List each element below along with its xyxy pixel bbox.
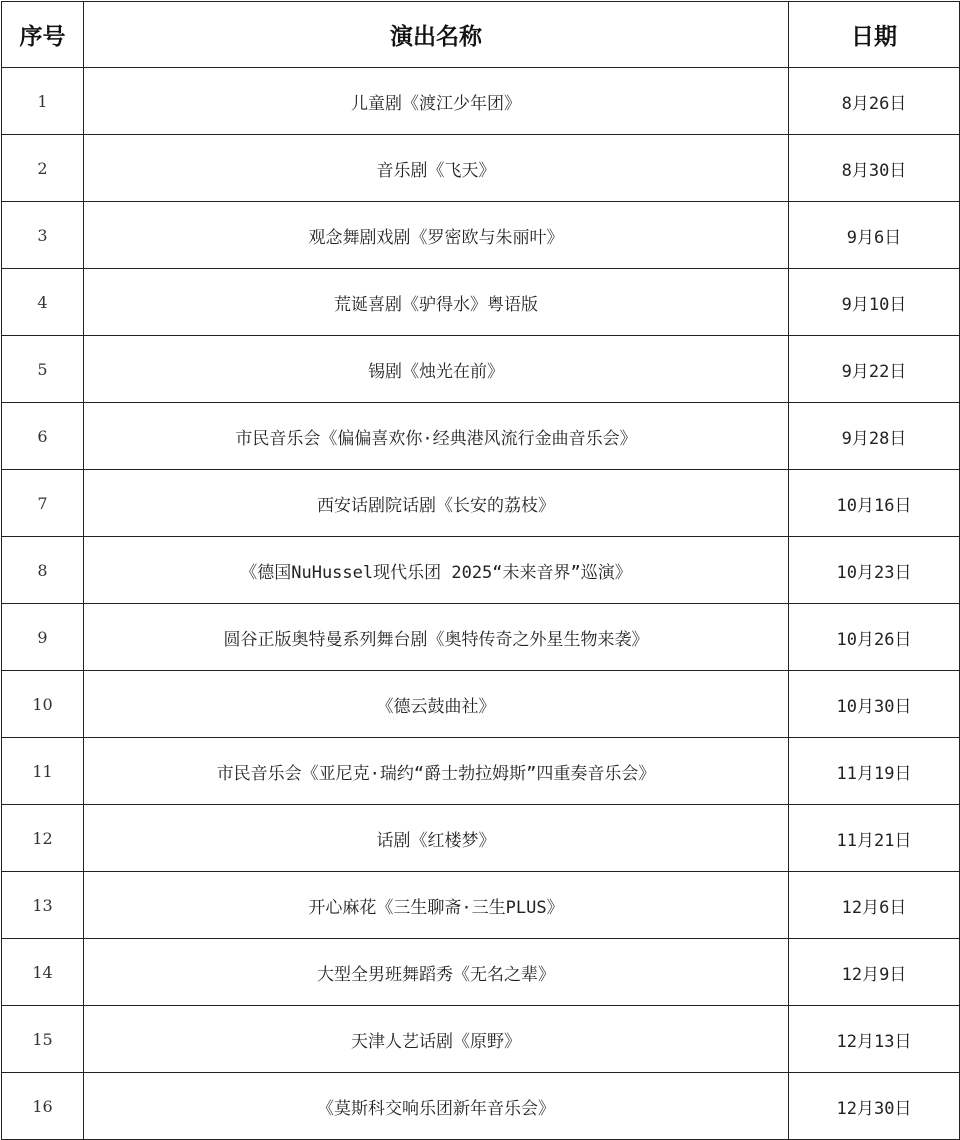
- table-row: [2, 738, 960, 805]
- row-date: 12月13日: [789, 1006, 960, 1073]
- table-row: [2, 403, 960, 470]
- row-index: 9: [2, 604, 84, 671]
- row-index: 12: [2, 805, 84, 872]
- table-header: [2, 2, 960, 68]
- header-date: 日期: [789, 2, 960, 68]
- header-name: 演出名称: [84, 2, 789, 68]
- row-date: 10月30日: [789, 671, 960, 738]
- table-row: [2, 202, 960, 269]
- table-row: [2, 805, 960, 872]
- row-index: 7: [2, 470, 84, 537]
- table-row: [2, 1006, 960, 1073]
- row-performance-name: 圆谷正版奥特曼系列舞台剧《奥特传奇之外星生物来袭》: [84, 604, 789, 671]
- row-performance-name: 《莫斯科交响乐团新年音乐会》: [84, 1073, 789, 1140]
- table-row: [2, 1073, 960, 1140]
- table-row: [2, 537, 960, 604]
- row-date: 10月26日: [789, 604, 960, 671]
- table-row: [2, 470, 960, 537]
- header-row: [2, 2, 960, 68]
- row-date: 9月10日: [789, 269, 960, 336]
- row-date: 12月6日: [789, 872, 960, 939]
- row-index: 1: [2, 68, 84, 135]
- row-index: 15: [2, 1006, 84, 1073]
- row-index: 16: [2, 1073, 84, 1140]
- row-performance-name: 《德云鼓曲社》: [84, 671, 789, 738]
- row-performance-name: 大型全男班舞蹈秀《无名之辈》: [84, 939, 789, 1006]
- row-date: 12月9日: [789, 939, 960, 1006]
- row-date: 12月30日: [789, 1073, 960, 1140]
- row-performance-name: 话剧《红楼梦》: [84, 805, 789, 872]
- row-date: 9月6日: [789, 202, 960, 269]
- row-index: 4: [2, 269, 84, 336]
- row-date: 8月26日: [789, 68, 960, 135]
- row-date: 9月22日: [789, 336, 960, 403]
- performance-schedule-table: [1, 1, 960, 1140]
- row-index: 3: [2, 202, 84, 269]
- table-row: [2, 939, 960, 1006]
- row-performance-name: 观念舞剧戏剧《罗密欧与朱丽叶》: [84, 202, 789, 269]
- row-index: 8: [2, 537, 84, 604]
- row-performance-name: 市民音乐会《亚尼克·瑞约“爵士勃拉姆斯”四重奏音乐会》: [84, 738, 789, 805]
- table-row: [2, 336, 960, 403]
- row-index: 5: [2, 336, 84, 403]
- row-index: 13: [2, 872, 84, 939]
- header-index: 序号: [2, 2, 84, 68]
- row-performance-name: 开心麻花《三生聊斋·三生PLUS》: [84, 872, 789, 939]
- row-date: 11月21日: [789, 805, 960, 872]
- table-row: [2, 872, 960, 939]
- row-index: 14: [2, 939, 84, 1006]
- row-performance-name: 西安话剧院话剧《长安的荔枝》: [84, 470, 789, 537]
- row-performance-name: 《德国NuHussel现代乐团 2025“未来音界”巡演》: [84, 537, 789, 604]
- row-index: 2: [2, 135, 84, 202]
- row-performance-name: 音乐剧《飞天》: [84, 135, 789, 202]
- table-row: [2, 135, 960, 202]
- row-date: 8月30日: [789, 135, 960, 202]
- row-index: 11: [2, 738, 84, 805]
- row-index: 10: [2, 671, 84, 738]
- row-date: 9月28日: [789, 403, 960, 470]
- table-row: [2, 68, 960, 135]
- row-performance-name: 荒诞喜剧《驴得水》粤语版: [84, 269, 789, 336]
- row-date: 10月16日: [789, 470, 960, 537]
- row-performance-name: 儿童剧《渡江少年团》: [84, 68, 789, 135]
- row-index: 6: [2, 403, 84, 470]
- row-performance-name: 锡剧《烛光在前》: [84, 336, 789, 403]
- row-date: 10月23日: [789, 537, 960, 604]
- row-date: 11月19日: [789, 738, 960, 805]
- table-row: [2, 671, 960, 738]
- row-performance-name: 市民音乐会《偏偏喜欢你·经典港风流行金曲音乐会》: [84, 403, 789, 470]
- table-row: [2, 604, 960, 671]
- table-row: [2, 269, 960, 336]
- row-performance-name: 天津人艺话剧《原野》: [84, 1006, 789, 1073]
- table-body: [2, 68, 960, 1140]
